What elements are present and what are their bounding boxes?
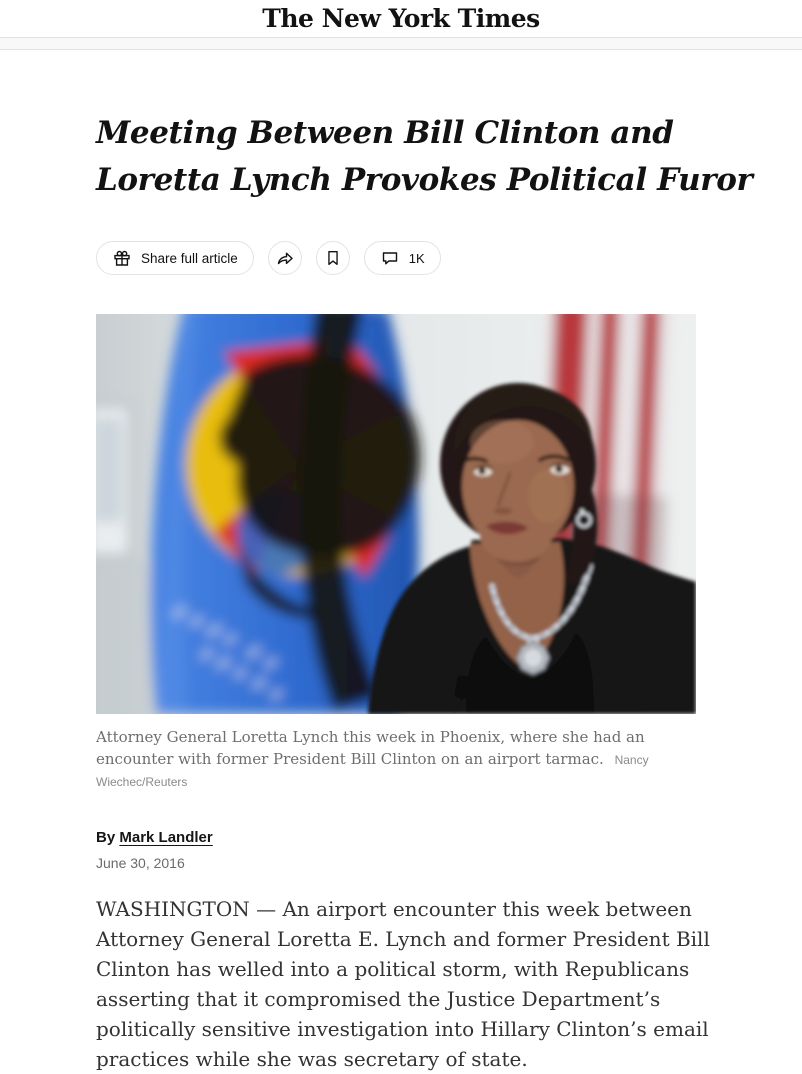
photo-credit: Nancy Wiechec/Reuters	[96, 753, 649, 790]
article-headline	[96, 110, 753, 204]
author-link[interactable]: Mark Landler	[119, 829, 213, 847]
bookmark-icon	[324, 249, 342, 267]
publication-date: June 30, 2016	[96, 855, 185, 872]
caption-text: Attorney General Loretta Lynch this week in Phoenix, where she had an encounter with former President Bill Clinton on an airport tarmac.	[96, 728, 645, 769]
navigation-band	[0, 37, 802, 50]
article-figure	[96, 314, 696, 792]
bookmark-button[interactable]	[316, 241, 350, 275]
photo-caption	[96, 726, 706, 792]
share-full-article-label: Share full article	[141, 250, 238, 266]
share-arrow-button[interactable]	[268, 241, 302, 275]
byline-prefix: By	[96, 829, 116, 847]
share-full-article-button[interactable]	[96, 241, 254, 275]
article-paragraph: WASHINGTON — An airport encounter this week between Attorney General Loretta E. Lynch and former President Bill Clinton has welled into a political storm, with Republicans asserting that it compromised the Justice Department’s politically sensitive investigation into Hillary Clinton’s email practices while she was secretary of state.	[96, 897, 710, 1072]
article-photo-illustration	[96, 314, 696, 714]
byline	[96, 829, 736, 846]
nyt-logo[interactable]: The New York Times	[262, 4, 540, 33]
article-column	[96, 110, 753, 1074]
comment-count: 1K	[408, 250, 425, 266]
gift-icon	[112, 248, 132, 268]
masthead	[0, 0, 802, 37]
headline-line-1: Meeting Between Bill Clinton and	[96, 115, 674, 151]
comment-bubble-icon	[380, 248, 400, 268]
comments-button[interactable]	[364, 241, 441, 275]
share-arrow-icon	[275, 248, 295, 268]
article-photo[interactable]	[96, 314, 696, 714]
headline-line-2: Loretta Lynch Provokes Political Furor	[96, 162, 753, 198]
share-toolbar	[96, 241, 736, 275]
